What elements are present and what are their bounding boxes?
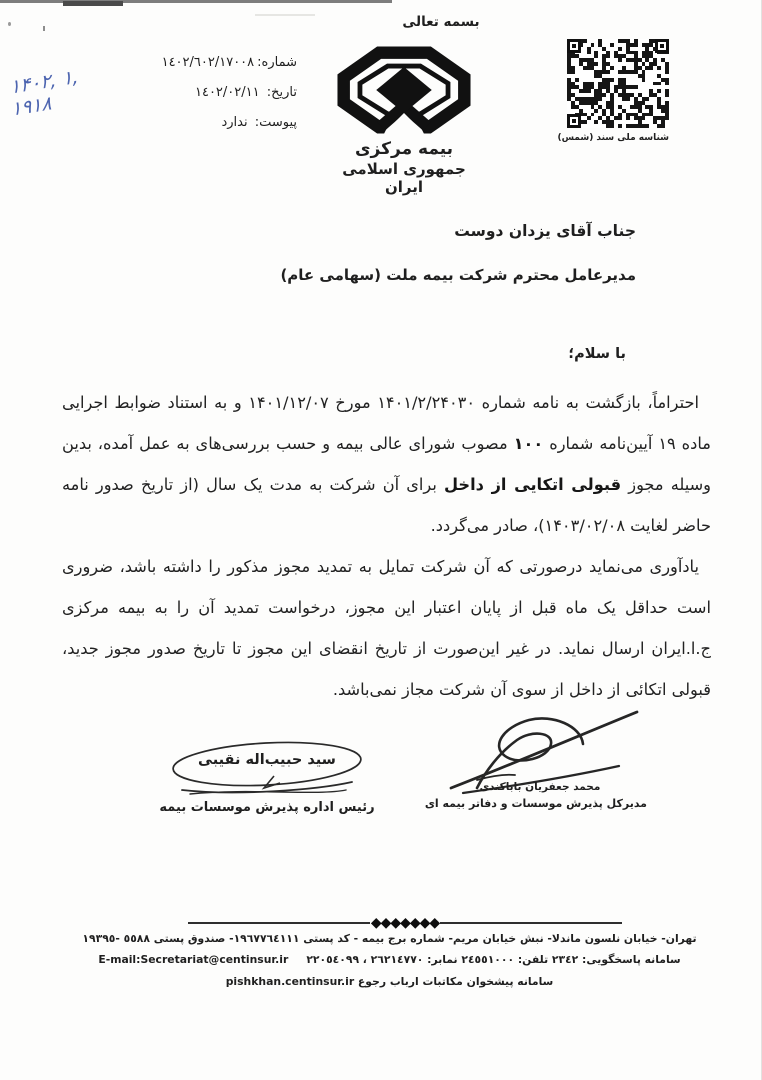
letter-date-value: ١٤٠٢/٠٢/١١	[194, 85, 260, 100]
signature-block-director-general	[424, 696, 647, 810]
qr-code	[567, 39, 669, 128]
logo-wordmark-line2: جمهوری اسلامی ایران	[342, 160, 466, 196]
signatory-title-left: رئیس اداره پذیرش موسسات بیمه	[159, 800, 375, 815]
signatory-title-right: مدیرکل پذیرش موسسات و دفاتر بیمه ای	[424, 797, 647, 810]
logo-wordmark-line1: بیمه مرکزی	[354, 139, 454, 159]
signatory-name-right: محمد جعفریان باباکندی	[479, 781, 601, 793]
signatory-name-left: سید حبیب‌اله نقیبی	[198, 752, 336, 768]
footer-address-line: تهران- خیابان نلسون ماندلا- نبش خیابان مریم- شماره برج بیمه - کد پستی ١٩٦٧٧٦٤١١١- صندوق پستی ٥٥٨٨ -١٩٣٩٥	[82, 932, 697, 945]
signature-block-department-head	[156, 740, 378, 815]
qr-caption: شناسه ملی سند (شمس)	[557, 133, 669, 143]
pen-mark-dot	[8, 22, 11, 26]
body-p1-text: احتراماً، بازگشت به نامه شماره ۱۴۰۱/۲/۲۴۰۳۰ مورخ ۱۴۰۱/۱۲/۰۷ و به استناد ضوابط اجرایی ماده ۱۹ آیین‌نامه شماره	[62, 393, 711, 453]
signature-ellipse-icon	[156, 740, 378, 798]
document-qr-block	[557, 39, 669, 143]
qr-finder-icon	[567, 39, 581, 53]
letter-attachment-value: ندارد	[221, 115, 248, 130]
besmele-invocation: بسمه تعالی	[402, 14, 480, 30]
body-p1-text: مصوب شورای عالی بیمه و حسب بررسی‌های به عمل آمده، بدین وسیله مجوز	[62, 434, 711, 494]
scan-artifact-top-line	[0, 0, 392, 3]
divider-line	[188, 922, 370, 924]
recipient-block	[280, 222, 636, 284]
diamond-separator-icon: ◆◆◆◆◆◆◆	[370, 915, 440, 931]
body-p1-license-type: قبولی اتکایی از داخل	[443, 475, 622, 494]
central-insurance-logo	[330, 44, 478, 196]
letter-attachment-row	[107, 108, 297, 138]
letter-attachment-label: پیوست:	[254, 115, 297, 130]
footer-contact-line	[40, 953, 739, 966]
letter-date-label: تاریخ:	[266, 85, 297, 100]
pen-mark-dot	[43, 26, 45, 31]
footer-divider	[188, 916, 622, 930]
letter-meta-block	[107, 48, 297, 138]
recipient-name: جناب آقای یزدان دوست	[454, 222, 636, 240]
footer-portal-line: سامانه پیشخوان مکاتبات ارباب رجوع pishkhan.centinsur.ir	[225, 975, 554, 988]
footer-email: E-mail:Secretariat@centinsur.ir	[98, 953, 289, 966]
footer-phone-numbers: سامانه پاسخگویی: ٢٣٤٢ تلفن: ٢٤٥٥١٠٠٠ نمابر: ٢٦٢١٤٧٧٠ ، ٢٢٠٥٤٠٩٩	[306, 953, 681, 966]
letter-date-row	[107, 78, 297, 108]
letter-number-value: ١٤٠٢/٦٠٢/١٧٠٠٨	[161, 55, 255, 70]
qr-finder-icon	[655, 39, 669, 53]
greeting-line: با سلام؛	[568, 346, 626, 362]
letter-number-label: شماره:	[257, 55, 297, 70]
body-p1-regulation-number: ۱۰۰	[513, 434, 544, 453]
scan-artifact-smudge	[255, 14, 315, 16]
handwritten-registry-number: ۱۴۰۲, ۱, ۱۹۱۸	[9, 65, 79, 121]
body-paragraph-2: یادآوری می‌نماید درصورتی که آن شرکت تمایل به تمدید مجوز مذکور را داشته باشد، ضروری است حداقل یک ماه قبل از پایان اعتبار این مجوز، درخواست تمدید آن را به بیمه مرکزی ج.ا.ایران ارسال نماید. در غیر این‌صورت از تاریخ انقضای این مجوز تا تاریخ صدور مجوز جدید، قبولی اتکائی از داخل از سوی آن شرکت مجاز نمی‌باشد.	[62, 557, 711, 699]
letter-body	[62, 382, 711, 710]
central-insurance-logo-icon	[337, 44, 471, 136]
letter-number-row	[107, 48, 297, 78]
body-paragraph-1	[62, 382, 711, 546]
recipient-title: مدیرعامل محترم شرکت بیمه ملت (سهامی عام)	[280, 266, 636, 284]
body-p1-text: برای آن شرکت به مدت یک سال (از تاریخ صدور نامه حاضر لغایت ۱۴۰۳/۰۲/۰۸)، صادر می‌گردد.	[62, 475, 711, 535]
qr-finder-icon	[567, 114, 581, 128]
scan-artifact-top-dark-segment	[63, 1, 123, 6]
divider-line	[440, 922, 622, 924]
